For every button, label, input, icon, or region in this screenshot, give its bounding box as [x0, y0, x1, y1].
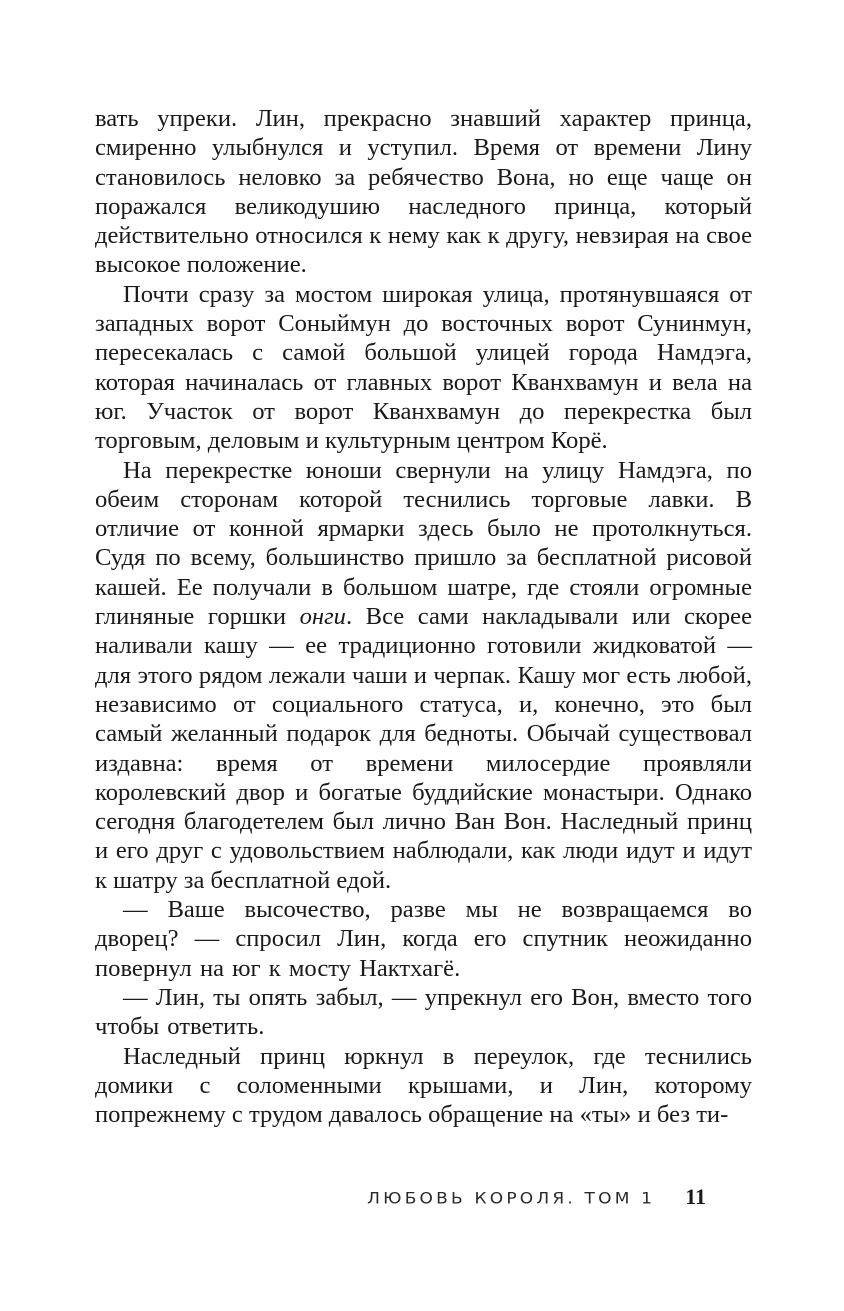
paragraph-3-part-2: . Все сами накладывали или скорее наливали кашу — ее традиционно готовили жидковатой — для этого рядом лежали чаши и черпак. Кашу мог есть любой, независимо от социального статуса, и, конечно, это был самый желанный подарок для бедноты. Обычай существовал издавна: время от времени милосердие проявляли королевский двор и богатые буддийские монастыри. Однако сегодня благодетелем был лично Ван Вон. Наследный принц и его друг с удовольствием наблюдали, как люди идут и идут к шатру за бесплатной едой. — [95, 603, 753, 894]
dialogue-line-1: — Ваше высочество, разве мы не возвращаемся во дворец? — спросил Лин, когда его спутник неожиданно повернул на юг к мосту Нактхагё. — [95, 896, 752, 982]
paragraph-6: Наследный принц юркнул в переулок, где теснились домики с соломенными крышами, и Лин, которому попрежнему с трудом давалось обращение на «ты» и без ти- — [95, 1042, 752, 1129]
paragraph-1: вать упреки. Лин, прекрасно знавший характер принца, смиренно улыбнулся и уступил. Время от времени Лину становилось неловко за ребячество Вона, но еще чаще он поражался великодушию наследного принца, который действительно относился к нему как к другу, невзирая на свое высокое положение. — [95, 105, 752, 279]
running-footer — [367, 1184, 706, 1210]
body-text — [95, 104, 752, 1129]
page-number: 11 — [685, 1184, 706, 1209]
paragraph-2: Почти сразу за мостом широкая улица, протянувшаяся от западных ворот Соныймун до восточных ворот Сунинмун, пересекалась с самой большой улицей города Намдэга, которая начиналась от главных ворот Кванхвамун и вела на юг. Участок от ворот Кванхвамун до перекрестка был торговым, деловым и культурным центром Корё. — [95, 280, 752, 455]
paragraph-3-part-1: На перекрестке юноши свернули на улицу Намдэга, по обеим сторонам которой теснились торговые лавки. В отличие от конной ярмарки здесь было не протолкнуться. Судя по всему, большинство пришло за бесплатной рисовой кашей. Ее получали в большом шатре, где стояли огромные глиняные горшки — [95, 456, 752, 631]
paragraph-3 — [95, 456, 752, 895]
dialogue-line-2: — Лин, ты опять забыл, — упрекнул его Вон, вместо того чтобы ответить. — [95, 983, 752, 1041]
italic-term: онги — [299, 603, 346, 631]
book-title: ЛЮБОВЬ КОРОЛЯ. ТОМ 1 — [367, 1189, 656, 1209]
